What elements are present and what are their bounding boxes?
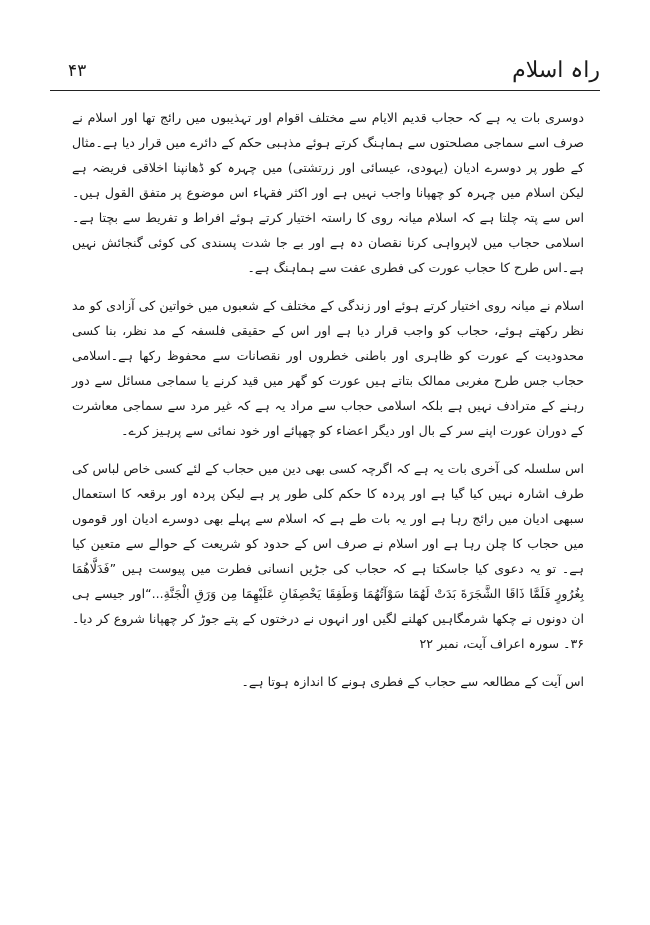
- page-number: ۴۳: [68, 61, 87, 81]
- header-rule: [50, 90, 600, 91]
- paragraph-4: اس آیت کے مطالعہ سے حجاب کے فطری ہونے کا اندازہ ہوتا ہے۔: [241, 674, 584, 689]
- paragraph-3: اس سلسلہ کی آخری بات یہ ہے کہ اگرچہ کسی بھی دین میں حجاب کے لئے کسی خاص لباس کی طرف اشارہ نہیں کیا گیا ہے اور پردہ کا حکم کلی طور پر ہے لیکن پردہ اور برقعہ کا استعمال سبھی ادیان میں رائج رہا ہے اور یہ بات طے ہے کہ اسلام سے پہلے بھی دوسرے ادیان اور قوموں میں حجاب کا چلن رہا ہے اور اسلام نے صرف اس کے حدود کو شریعت کے حوالے سے متعین کیا ہے۔ تو یہ دعوی کیا جاسکتا ہے کہ حجاب کی جڑیں انسانی فطرت میں پیوست ہیں ”فَدَلَّاهُمَا بِغُرُورٍ فَلَمَّا ذَاقَا الشَّجَرَةَ بَدَتْ لَهُمَا سَوْآتُهُمَا وَطَفِقَا يَخْصِفَانِ عَلَيْهِمَا مِن وَرَقِ الْجَنَّةِ...“اور جیسے ہی ان دونوں نے چکھا شرمگاہیں کھلنے لگیں اور انہوں نے درختوں کے پتے جوڑ کر چھپانا شروع کر دیا۔۳۶۔ سورہ اعراف آیت، نمبر ۲۲: [72, 461, 584, 651]
- running-title: راہ اسلام: [512, 58, 600, 83]
- paragraph-2: اسلام نے میانہ روی اختیار کرتے ہوئے اور زندگی کے مختلف کے شعبوں میں خواتین کی آزادی کو مد نظر رکھتے ہوئے، حجاب کو واجب قرار دیا ہے اور اس کے حقیقی فلسفہ کے مد نظر، بنا کسی محدودیت کے عورت کو ظاہری اور باطنی خطروں اور نقصانات سے محفوظ رکھا ہے۔اسلامی حجاب جس طرح مغربی ممالک بتاتے ہیں عورت کو گھر میں قید کرنے یا سماجی مسائل سے دور رہنے کے مترادف نہیں ہے بلکہ اسلامی حجاب سے مراد یہ ہے کہ غیر مرد سے سماجی معاشرت کے دوران عورت اپنے سر کے بال اور دیگر اعضاء کو چھپائے اور خود نمائی سے پرہیز کرے۔: [72, 298, 584, 438]
- page-header: [50, 52, 600, 92]
- page-body: [72, 100, 584, 707]
- paragraph-1: دوسری بات یہ ہے کہ حجاب قدیم الایام سے مختلف اقوام اور تہذیبوں میں رائج تھا اور اسلام نے صرف اسے سماجی مصلحتوں سے ہماہنگ کرتے ہوئے مذہبی حکم کے دائرے میں قرار دیا ہے۔مثال کے طور پر دوسرے ادیان (یہودی، عیسائی اور زرتشتی) میں چہرہ کو ڈھانپنا اخلاقی فریضہ ہے لیکن اسلام میں چہرہ کو چھپانا واجب نہیں ہے اور اکثر فقہاء اس موضوع پر متفق القول ہیں۔اس سے پتہ چلتا ہے کہ اسلام میانہ روی کا راستہ اختیار کرتے ہوئے افراط و تفریط سے بچتا ہے۔اسلامی حجاب میں لاپرواہی کرنا نقصان دہ ہے اور بے جا شدت پسندی کی کوئی گنجائش نہیں ہے۔اس طرح کا حجاب عورت کی فطری عفت سے ہماہنگ ہے۔: [72, 110, 584, 275]
